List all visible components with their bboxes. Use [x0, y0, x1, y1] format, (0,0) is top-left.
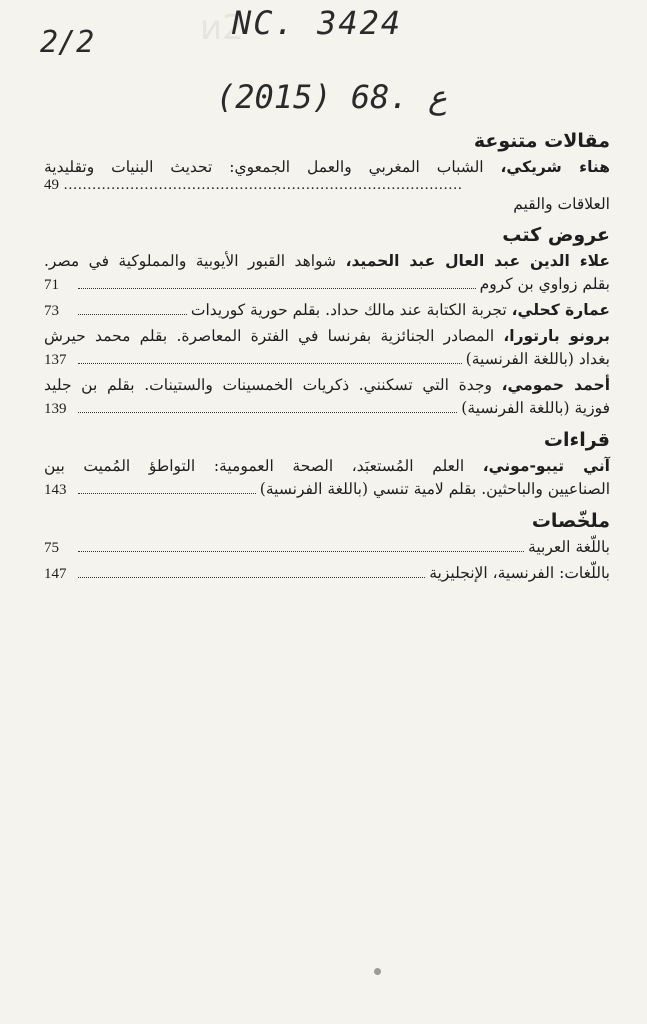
entry-line-with-page — [44, 536, 610, 560]
section-title-book-reviews: عروض كتب — [502, 224, 610, 246]
leader-dots — [78, 288, 476, 289]
entry-author: آني تيبو-موني، — [482, 457, 610, 475]
entry-line — [44, 250, 610, 273]
entry-line — [44, 374, 610, 397]
entry-title: باللّغة العربية — [528, 538, 610, 556]
entry-author: هناء شريكي، — [500, 158, 610, 176]
toc-entry — [44, 455, 610, 502]
entry-page-number: 49 — [44, 177, 59, 193]
leader-dots — [78, 363, 462, 364]
toc-entry — [44, 325, 610, 372]
entry-line-with-page — [44, 273, 610, 297]
entry-page-number: 139 — [44, 401, 67, 417]
toc-entry — [44, 562, 610, 586]
entry-title-continued: الصناعيين والباحثين. بقلم لامية تنسي (باللغة الفرنسية) — [259, 480, 610, 498]
entry-page-number: 73 — [44, 303, 59, 319]
ink-speck — [374, 968, 381, 975]
entry-title: تجربة الكتابة عند مالك حداد. بقلم حورية كوريدات — [190, 301, 507, 319]
toc-entry — [44, 156, 610, 216]
entry-page-number: 137 — [44, 352, 67, 368]
entry-page-line — [44, 177, 610, 193]
entry-line-with-page — [44, 478, 610, 502]
entry-line-with-page — [44, 348, 610, 372]
toc-entry — [44, 299, 610, 323]
section-title-abstracts: ملخّصات — [531, 510, 610, 532]
entry-line-with-page — [44, 397, 610, 421]
entry-author: علاء الدين عبد العال عبد الحميد، — [345, 252, 610, 270]
leader-dots — [78, 412, 457, 413]
entry-title-continued: بغداد (باللغة الفرنسية) — [465, 350, 610, 368]
section-title-various-articles: مقالات متنوعة — [473, 130, 610, 152]
entry-title: وجدة التي تسكنني. ذكريات الخمسينات والستينات. بقلم بن جليد — [44, 376, 492, 394]
leader-dots: .................................................................................... — [59, 177, 463, 193]
entry-title: العلم المُستعبَد، الصحة العمومية: التواطؤ المُميت بين — [44, 457, 465, 475]
entry-author: عمارة كحلي، — [511, 301, 610, 319]
leader-dots — [78, 551, 524, 552]
toc-entry — [44, 374, 610, 421]
entry-title: شواهد القبور الأيوبية والمملوكية في مصر. — [44, 252, 337, 270]
entry-page-number: 147 — [44, 566, 67, 582]
entry-title: باللّغات: الفرنسية، الإنجليزية — [429, 564, 610, 582]
entry-line-with-page — [44, 562, 610, 586]
entry-title: الشباب المغربي والعمل الجمعوي: تحديث البنيات وتقليدية — [44, 158, 484, 176]
leader-dots — [78, 314, 187, 315]
entry-line — [44, 156, 610, 179]
entry-title-continued: العلاقات والقيم — [513, 195, 610, 213]
handwritten-page-ref: 2/2 — [40, 25, 95, 60]
handwritten-call-number: (2015) 68. ع — [216, 78, 448, 116]
entry-line — [44, 325, 610, 348]
bleed-through-mark: ᴎ2 — [200, 8, 244, 48]
leader-dots — [78, 493, 256, 494]
toc-entry — [44, 250, 610, 297]
section-title-readings: قراءات — [543, 429, 610, 451]
entry-title: المصادر الجنائزية بفرنسا في الفترة المعاصرة. بقلم محمد حيرش — [44, 327, 495, 345]
table-of-contents — [44, 122, 610, 588]
entry-page-number: 71 — [44, 277, 59, 293]
entry-text — [191, 299, 610, 322]
entry-title-continued: فوزية (باللغة الفرنسية) — [461, 399, 610, 417]
entry-line-with-page — [44, 299, 610, 323]
entry-author: برونو بارتورا، — [503, 327, 610, 345]
toc-entry — [44, 536, 610, 560]
handwritten-code: NC. 3424 — [232, 4, 403, 42]
entry-title-continued: بقلم زواوي بن كروم — [479, 275, 610, 293]
entry-author: أحمد حمومي، — [501, 376, 611, 394]
entry-line — [44, 455, 610, 478]
leader-dots — [78, 577, 425, 578]
entry-page-number: 143 — [44, 482, 67, 498]
entry-page-number: 75 — [44, 540, 59, 556]
